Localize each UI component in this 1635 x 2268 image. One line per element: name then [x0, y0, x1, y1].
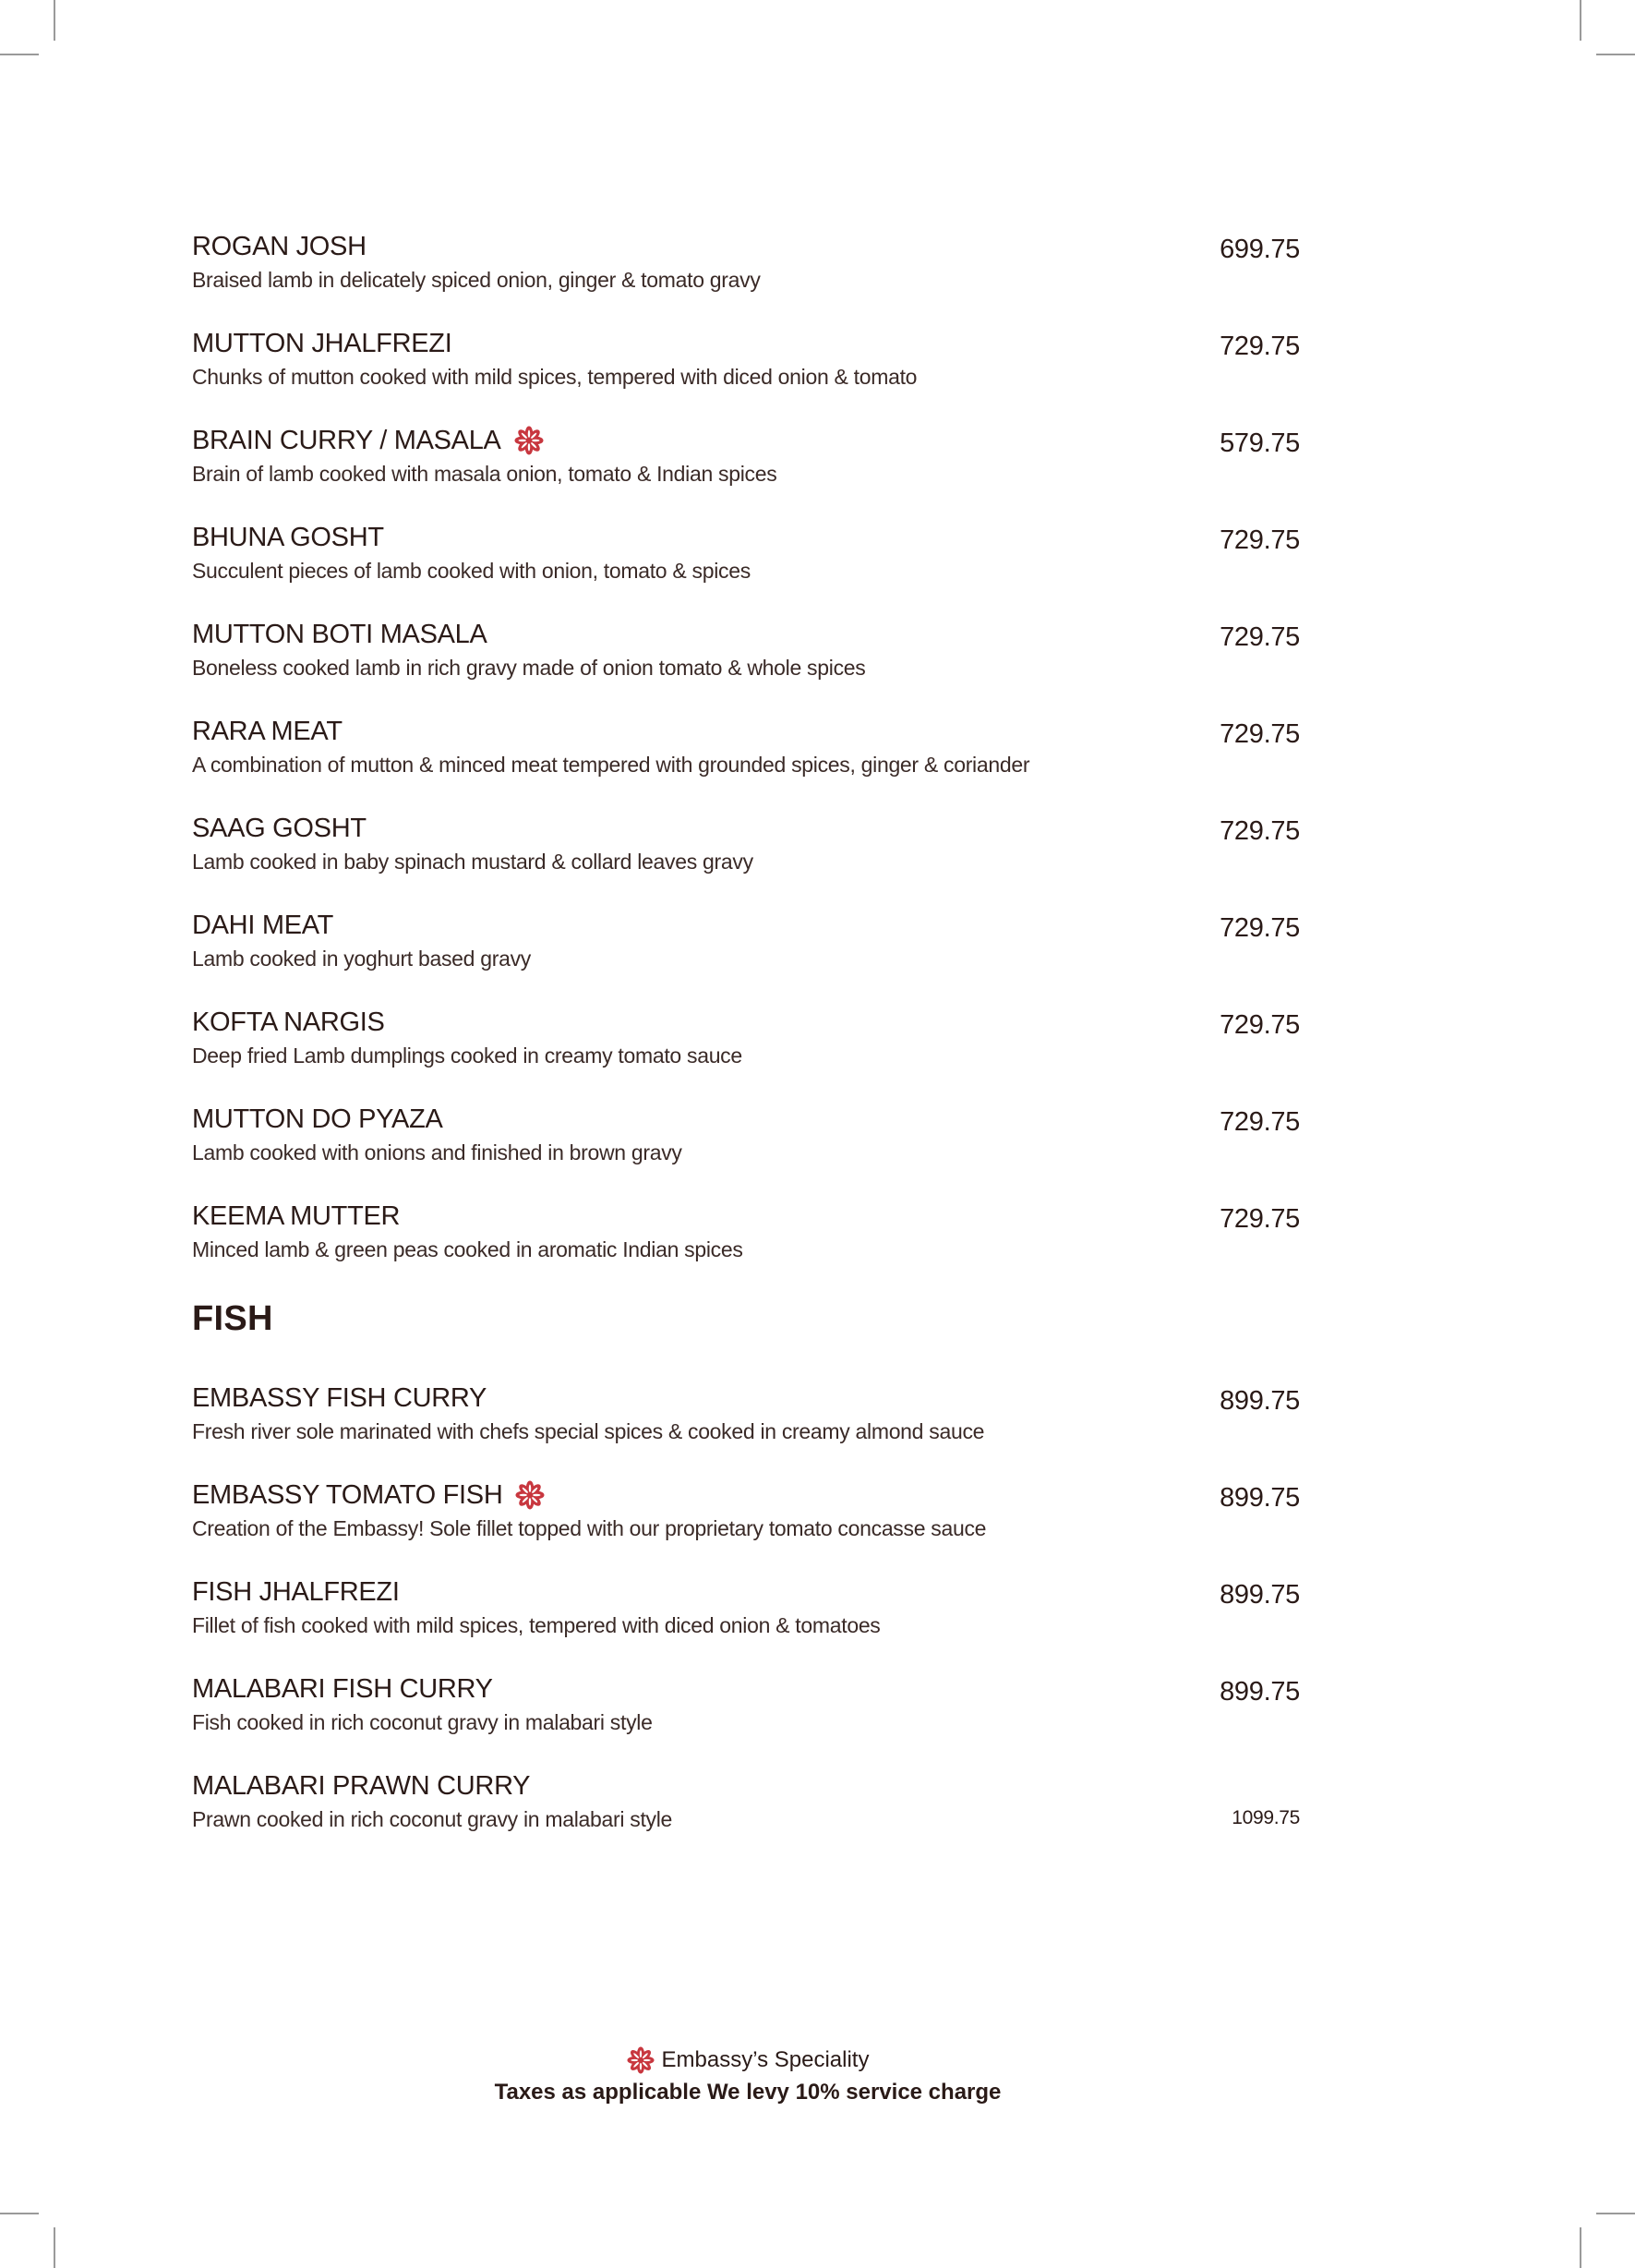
menu-item-name-row	[192, 1673, 493, 1706]
menu-item-price: 729.75	[1220, 1107, 1300, 1137]
speciality-legend	[0, 2046, 1496, 2074]
menu-item-description: Brain of lamb cooked with masala onion, tomato & Indian spices	[192, 462, 777, 486]
menu-item-price: 899.75	[1220, 1483, 1300, 1513]
crop-mark-top-right-horizontal	[1596, 54, 1635, 55]
menu-item-description: Fillet of fish cooked with mild spices, tempered with diced onion & tomatoes	[192, 1613, 881, 1637]
menu-item-name: BRAIN CURRY / MASALA	[192, 426, 501, 455]
menu-item-name-row	[192, 522, 384, 554]
menu-item	[192, 231, 1300, 328]
menu-item-name-row	[192, 425, 544, 457]
menu-item	[192, 1382, 1300, 1479]
menu-item-description: Creation of the Embassy! Sole fillet topped with our proprietary tomato concasse sauce	[192, 1516, 987, 1540]
menu-item-name: ROGAN JOSH	[192, 232, 367, 261]
menu-item-name-row	[192, 813, 367, 845]
crop-mark-bottom-right-vertical	[1580, 2227, 1581, 2268]
menu-item	[192, 1007, 1300, 1104]
menu-item	[192, 1673, 1300, 1770]
menu-item	[192, 910, 1300, 1007]
crop-mark-bottom-right-horizontal	[1596, 2213, 1635, 2214]
menu-item-name: BHUNA GOSHT	[192, 523, 384, 552]
crop-mark-top-right-vertical	[1580, 0, 1581, 41]
menu-item-name-row	[192, 1200, 400, 1233]
menu-item-price: 899.75	[1220, 1386, 1300, 1416]
menu-item	[192, 1104, 1300, 1200]
menu-item-name: EMBASSY TOMATO FISH	[192, 1480, 503, 1510]
menu-item-price: 899.75	[1220, 1677, 1300, 1707]
taxes-note: Taxes as applicable We levy 10% service charge	[494, 2080, 1002, 2105]
menu-item-description: Lamb cooked in yoghurt based gravy	[192, 947, 531, 971]
menu-item-name-row	[192, 231, 367, 263]
menu-item-name-row	[192, 619, 487, 651]
menu-item-name-row	[192, 1576, 400, 1609]
fish-items	[192, 1382, 1300, 1867]
section-title-fish: FISH	[192, 1299, 273, 1338]
menu-item-name-row	[192, 1104, 443, 1136]
menu-item-description: Boneless cooked lamb in rich gravy made of onion tomato & whole spices	[192, 656, 866, 680]
menu-item-name: MUTTON DO PYAZA	[192, 1104, 443, 1134]
menu-item-name: SAAG GOSHT	[192, 814, 367, 843]
menu-item-name-row	[192, 1007, 385, 1039]
flower-icon	[514, 426, 544, 455]
menu-item-description: Lamb cooked with onions and finished in brown gravy	[192, 1140, 682, 1164]
menu-item-name: KEEMA MUTTER	[192, 1201, 401, 1231]
menu-item-name: RARA MEAT	[192, 717, 343, 746]
menu-item-name: MUTTON JHALFREZI	[192, 329, 452, 358]
menu-item-name: EMBASSY FISH CURRY	[192, 1383, 487, 1413]
menu-item-name-row	[192, 328, 451, 360]
menu-item-name: MALABARI PRAWN CURRY	[192, 1771, 531, 1801]
menu-item-name-row	[192, 910, 333, 942]
menu-item-price: 729.75	[1220, 1010, 1300, 1040]
mutton-items	[192, 231, 1300, 1297]
menu-item-description: Fish cooked in rich coconut gravy in malabari style	[192, 1710, 653, 1734]
menu-item-name-row	[192, 1479, 545, 1512]
menu-item-price: 729.75	[1220, 816, 1300, 846]
menu-item-description: Succulent pieces of lamb cooked with onion, tomato & spices	[192, 559, 751, 583]
menu-item-name: MALABARI FISH CURRY	[192, 1674, 493, 1704]
menu-item-description: Minced lamb & green peas cooked in aromatic Indian spices	[192, 1237, 743, 1261]
menu-item	[192, 1770, 1300, 1867]
menu-item-description: Deep fried Lamb dumplings cooked in creamy tomato sauce	[192, 1044, 742, 1068]
menu-item-name: MUTTON BOTI MASALA	[192, 620, 487, 649]
menu-item-price: 699.75	[1220, 235, 1300, 264]
flower-icon	[627, 2046, 655, 2074]
menu-item-description: Prawn cooked in rich coconut gravy in malabari style	[192, 1807, 673, 1831]
menu-item-price: 729.75	[1220, 1204, 1300, 1234]
menu-item	[192, 1479, 1300, 1576]
menu-item	[192, 619, 1300, 716]
menu-item-name: DAHI MEAT	[192, 911, 334, 940]
menu-item-price: 899.75	[1220, 1580, 1300, 1610]
crop-mark-bottom-left-horizontal	[0, 2213, 39, 2214]
crop-mark-top-left-vertical	[54, 0, 55, 41]
menu-footer	[0, 2046, 1496, 2105]
menu-item-description: Braised lamb in delicately spiced onion, ginger & tomato gravy	[192, 268, 761, 292]
menu-item-name-row	[192, 1382, 487, 1415]
menu-item-name: FISH JHALFREZI	[192, 1577, 400, 1607]
speciality-legend-label: Embassy’s Speciality	[661, 2047, 870, 2072]
menu-item-price: 729.75	[1220, 525, 1300, 555]
menu-item-description: Fresh river sole marinated with chefs special spices & cooked in creamy almond sauce	[192, 1419, 985, 1443]
menu-list	[192, 231, 1300, 1867]
menu-item-price: 729.75	[1220, 332, 1300, 361]
menu-item-description: Lamb cooked in baby spinach mustard & collard leaves gravy	[192, 850, 753, 874]
menu-item	[192, 1576, 1300, 1673]
menu-item-description: Chunks of mutton cooked with mild spices, tempered with diced onion & tomato	[192, 365, 918, 389]
menu-item	[192, 328, 1300, 425]
menu-item	[192, 813, 1300, 910]
menu-item-price: 729.75	[1220, 622, 1300, 652]
menu-item-price: 729.75	[1220, 719, 1300, 749]
flower-icon	[515, 1480, 545, 1510]
menu-item	[192, 716, 1300, 813]
menu-item-price: 579.75	[1220, 428, 1300, 458]
menu-item-price: 729.75	[1220, 913, 1300, 943]
crop-mark-bottom-left-vertical	[54, 2227, 55, 2268]
menu-item-description: A combination of mutton & minced meat tempered with grounded spices, ginger & coriander	[192, 753, 1030, 777]
menu-item-name-row	[192, 1770, 530, 1803]
menu-item-price: 1099.75	[1232, 1807, 1300, 1828]
menu-item	[192, 1200, 1300, 1297]
menu-item	[192, 425, 1300, 522]
menu-item-name-row	[192, 716, 343, 748]
menu-item	[192, 522, 1300, 619]
menu-item-name: KOFTA NARGIS	[192, 1007, 385, 1037]
crop-mark-top-left-horizontal	[0, 54, 39, 55]
